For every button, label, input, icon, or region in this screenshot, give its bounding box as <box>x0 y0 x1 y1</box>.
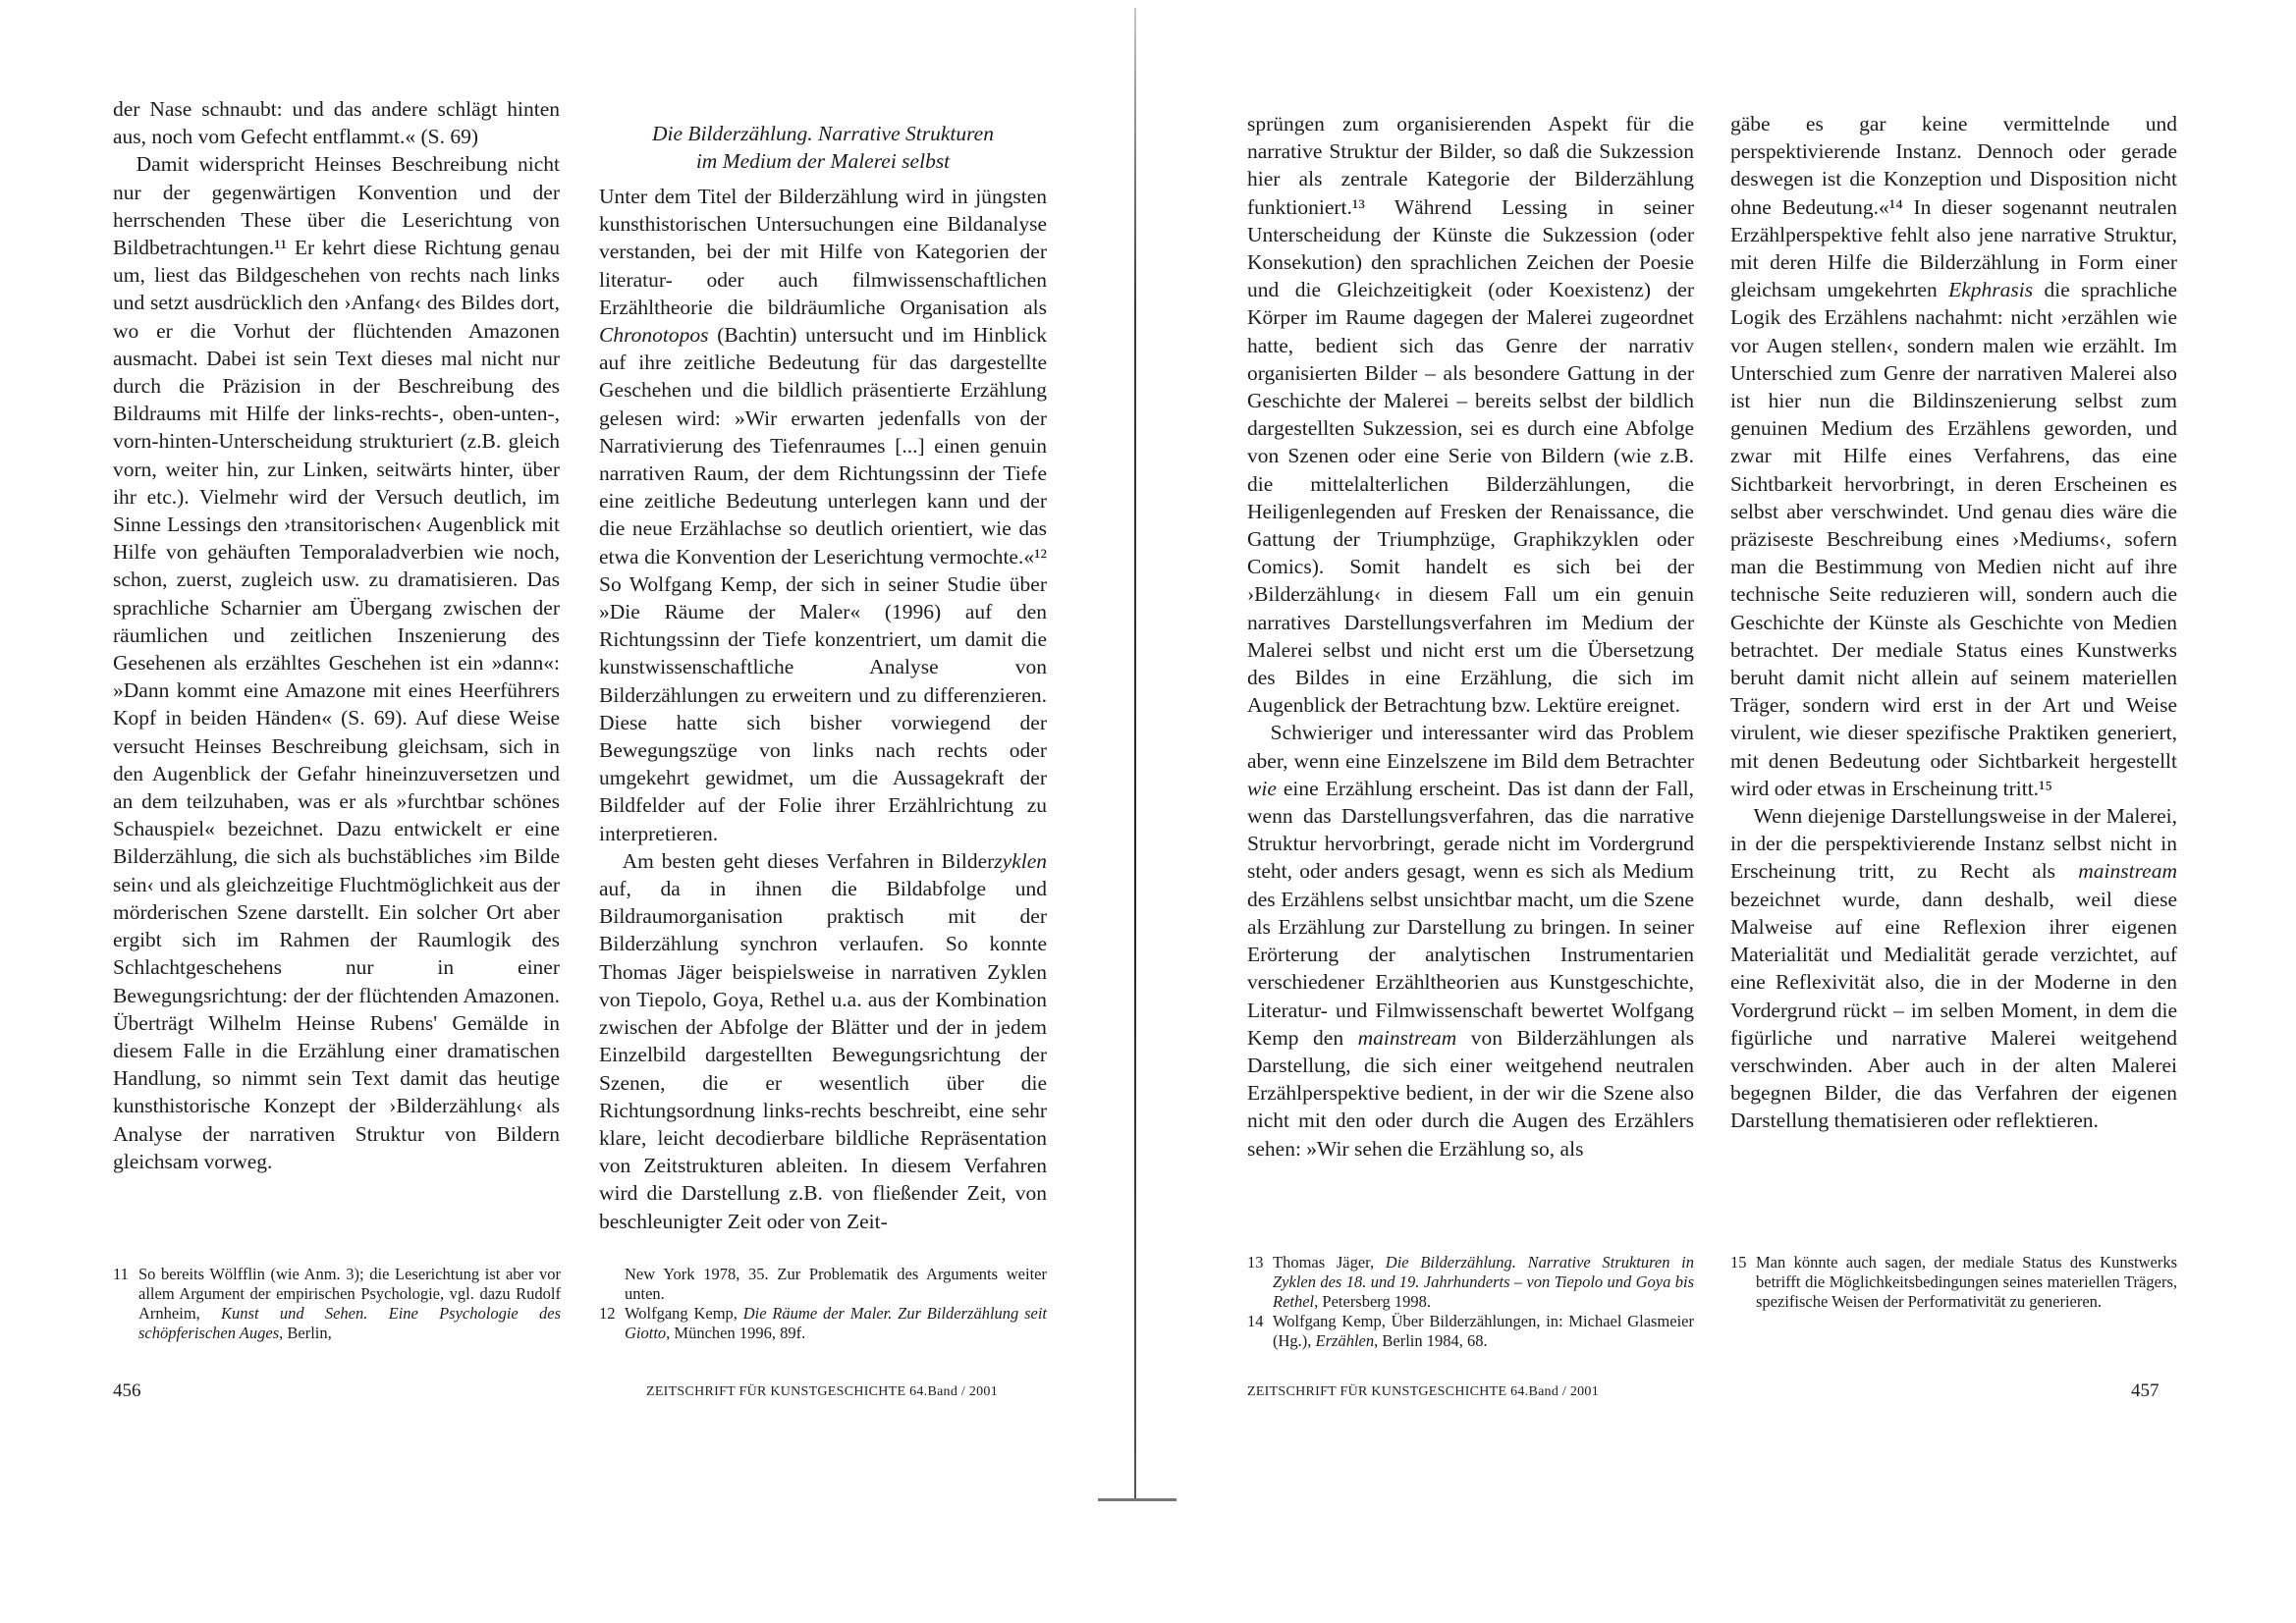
text-run: , Petersberg 1998. <box>1314 1292 1431 1311</box>
paragraph <box>1730 110 2177 802</box>
italic-term: zyklen <box>994 848 1047 873</box>
left-footnotes-column-2 <box>599 1265 1047 1343</box>
right-footnotes-column-1 <box>1247 1253 1694 1351</box>
book-gutter <box>1134 8 1136 1500</box>
paragraph: Damit widerspricht Heinses Beschreibung nicht nur der gegenwärtigen Konvention und der herrschenden These über die Leserichtung von Bildbetrachtungen.¹¹ Er kehrt diese Richtung genau um, liest das Bildgeschehen von rechts nach links und setzt ausdrücklich den ›Anfang‹ des Bildes dort, wo er die Vorhut der flüchtenden Amazonen ausmacht. Dabei ist sein Text dieses mal nicht nur durch die Präzision in der Beschreibung des Bildraums mit Hilfe der links-rechts-, oben-unten-, vorn-hinten-Unterscheidung strukturiert (z.B. gleich vorn, weiter hin, zur Linken, seitwärts hinter, über ihr etc.). Vielmehr wird der Versuch deutlich, im Sinne Lessings den ›transitorischen‹ Augenblick mit Hilfe von gehäuften Temporaladverbien wie noch, schon, zuerst, zugleich usw. zu dramatisieren. Das sprachliche Scharnier am Übergang zwischen der räumlichen und zeitlichen Inszenierung des Gesehenen als erzähltes Geschehen ist ein »dann«: »Dann kommt eine Amazone mit eines Heerführers Kopf in beiden Händen« (S. 69). Auf diese Weise versucht Heinses Beschreibung gleichsam, sich in den Augenblick der Gefahr hineinzuversetzen und an dem teilzuhaben, was er als »furchtbar schönes Schauspiel« bezeichnet. Dazu entwickelt er eine Bilderzählung, die sich als buchstäbliches ›im Bilde sein‹ und als gleichzeitige Fluchtmöglichkeit aus der mörderischen Szene darstellt. Ein solcher Ort aber ergibt sich im Rahmen der Raumlogik des Schlachtgeschehens nur in einer Bewegungsrichtung: der der flüchtenden Amazonen. Überträgt Wilhelm Heinse Rubens' Gemälde in diesem Falle in die Erzählung einer dramatischen Handlung, so nimmt sein Text damit das heutige kunsthistorische Konzept der ›Bilderzählung‹ als Analyse der narrativen Struktur von Bildern gleichsam vorweg. <box>113 152 560 1173</box>
italic-term: mainstream <box>2078 859 2177 884</box>
footnote-number: 11 <box>113 1265 129 1283</box>
left-page-column-1 <box>113 95 560 1175</box>
paragraph <box>1730 802 2177 1134</box>
text-run: eine Erzählung erscheint. Das ist dann der Fall, wenn das Darstellungsverfahren, das die narrative Struktur hervorbringt, gerade nicht im Vordergrund steht, oder anders gesagt, wenn es sich als Medium des Erzählens selbst unsichtbar macht, um die Szene als Erzählung zur Darstellung zu bringen. In seiner Erörterung der analytischen Instrumentarien verschiedener Erzähltheorien aus Kunstgeschichte, Literatur- und Filmwissenschaft bewertet Wolfgang Kemp den <box>1247 776 1694 1050</box>
italic-term: mainstream <box>1357 1025 1457 1050</box>
running-head: ZEITSCHRIFT FÜR KUNSTGESCHICHTE 64.Band / 2001 <box>1247 1384 1599 1399</box>
section-heading-line-2: im Medium der Malerei selbst <box>695 149 951 173</box>
text-run: New York 1978, 35. Zur Problematik des Arguments weiter unten. <box>625 1265 1047 1303</box>
section-heading <box>599 120 1047 175</box>
footnote-14 <box>1247 1312 1694 1351</box>
italic-term: wie <box>1247 776 1277 800</box>
text-run: So bereits Wölfflin (wie Anm. 3); die Leserichtung ist aber vor allem Argument der empirischen Psychologie, vgl. dazu Rudolf Arnheim, <box>138 1265 561 1323</box>
italic-title: Die Räume der Maler. Zur Bilderzählung seit Giotto <box>625 1304 1047 1342</box>
paragraph <box>599 847 1047 1235</box>
text-run: Am besten geht dieses Verfahren in Bilder <box>622 848 995 873</box>
footnote-number: 13 <box>1247 1253 1264 1271</box>
italic-title: Kunst und Sehen. Eine Psychologie des schöpferischen Auges <box>138 1304 562 1342</box>
italic-term: Chronotopos <box>599 323 709 348</box>
paragraph <box>599 183 1047 847</box>
text-run: Wolfgang Kemp, Über Bilderzählungen, in: Michael Glasmeier (Hg.), <box>1273 1312 1694 1350</box>
gutter-shadow <box>1098 1498 1176 1501</box>
footnote-number: 15 <box>1730 1253 1747 1271</box>
italic-title: Erzählen <box>1315 1331 1375 1350</box>
italic-term: Ekphrasis <box>1948 278 2034 302</box>
footnote-11 <box>113 1265 561 1343</box>
footnote-number: 14 <box>1247 1312 1264 1330</box>
text-run: die sprachliche Logik des Erzählens nachahmt: nicht ›erzählen wie vor Augen stellen‹, sondern malen wie erzählt. Im Unterschied zum Genre der narrativen Malerei also ist hier nun die Bildinszenierung selbst zum genuinen Medium des Erzählens geworden, und zwar mit Hilfe eines Verfahrens, das eine Sichtbarkeit hervorbringt, in deren Erscheinen es selbst aber verschwindet. Und genau dies wäre die präziseste Beschreibung eines ›Mediums‹, sofern man die Bestimmung von Medien nicht auf ihre technische Seite reduzieren will, sondern auch die Geschichte der Künste als Geschichte von Medien betrachtet. Der mediale Status eines Kunstwerks beruht damit nicht allein auf seinem materiellen Träger, sondern wird erst in der Art und Weise virulent, wie dieser spezifische Praktiken generiert, mit denen Bedeutung oder Sichtbarkeit hergestellt wird oder etwas in Erscheinung tritt.¹⁵ <box>1730 278 2177 800</box>
running-head: ZEITSCHRIFT FÜR KUNSTGESCHICHTE 64.Band / 2001 <box>646 1384 998 1399</box>
text-run: , Berlin 1984, 68. <box>1374 1331 1488 1350</box>
text-run: gäbe es gar keine vermittelnde und perspektivierende Instanz. Dennoch oder gerade deswegen ist die Konzeption und Disposition nicht ohne Bedeutung.«¹⁴ In dieser sogenannt neutralen Erzählperspektive fehlt also jene narrative Struktur, mit deren Hilfe die Bilderzählung in Form einer gleichsam umgekehrten <box>1730 112 2177 302</box>
footnote-11-continued <box>599 1265 1047 1304</box>
footnote-number: 12 <box>599 1304 616 1323</box>
page-number: 456 <box>113 1380 141 1401</box>
footnote-13 <box>1247 1253 1694 1312</box>
right-page-column-2 <box>1730 110 2177 1135</box>
text-run: , Berlin, <box>279 1324 332 1342</box>
text-run: , München 1996, 89f. <box>666 1324 806 1342</box>
text-run: Wenn diejenige Darstellungsweise in der Malerei, in der die perspektivierende Instanz selbst nicht in Erscheinung tritt, zu Recht als <box>1730 804 2177 884</box>
footnote-15 <box>1730 1253 2177 1312</box>
text-run: Schwieriger und interessanter wird das Problem aber, wenn eine Einzelszene im Bild dem Betrachter <box>1247 721 1694 773</box>
section-heading-line-1: Die Bilderzählung. Narrative Strukturen <box>652 122 994 145</box>
paragraph: sprüngen zum organisierenden Aspekt für die narrative Struktur der Bilder, so daß die Sukzession hier als zentrale Kategorie der Bilderzählung funktioniert.¹³ Während Lessing in seiner Unterscheidung der Künste die Sukzession (oder Konsekution) den sprachlichen Zeichen der Poesie und die Gleichzeitigkeit (oder Koexistenz) der Körper im Raume dagegen der Malerei zugeordnet hatte, bedient sich das Genre der narrativ organisierten Bilder – als besondere Gattung in der Geschichte der Malerei – bereits selbst der bildlich dargestellten Sukzession, sei es durch eine Abfolge von Szenen oder eine Serie von Bildern (wie z.B. die mittelalterlichen Bilderzählungen, die Heiligenlegenden auf Fresken der Renaissance, die Gattung der Triumphzüge, Graphikzyklen oder Comics). Somit handelt es sich bei der ›Bilderzählung‹ in diesem Fall um ein genuin narratives Darstellungsverfahren im Medium der Malerei selbst und nicht erst um die Übersetzung des Bildes in eine Erzählung, die sich im Augenblick der Betrachtung bzw. Lektüre ereignet. <box>1247 112 1694 718</box>
text-run: Thomas Jäger, <box>1273 1253 1386 1271</box>
right-page-column-1 <box>1247 110 1694 1163</box>
text-run: Wolfgang Kemp, <box>625 1304 743 1323</box>
footnote-12 <box>599 1304 1047 1343</box>
text-run: auf, da in ihnen die Bildabfolge und Bildraumorganisation praktisch mit der Bilderzählung synchron verlaufen. So konnte Thomas Jäger beispielsweise in narrativen Zyklen von Tiepolo, Goya, Rethel u.a. aus der Kombination zwischen der Abfolge der Blätter und der in jedem Einzelbild dargestellten Bewegungsrichtung der Szenen, die er wesentlich über die Richtungsordnung links-rechts beschreibt, eine sehr klare, leicht decodierbare bildliche Repräsentation von Zeitstrukturen ableiten. In diesem Verfahren wird die Darstellung z.B. von fließender Zeit, von beschleunigter Zeit oder von Zeit- <box>599 877 1047 1233</box>
page-number: 457 <box>2131 1380 2159 1401</box>
text-run: Unter dem Titel der Bilderzählung wird in jüngsten kunsthistorischen Untersuchungen eine Bildanalyse verstanden, bei der mit Hilfe von Kategorien der literatur- oder auch filmwissenschaftlichen Erzähltheorie die bildräumliche Organisation als <box>599 185 1047 319</box>
left-page-column-2 <box>599 120 1047 1235</box>
paragraph: der Nase schnaubt: und das andere schlägt hinten aus, noch vom Gefecht entflammt.« (S. 69) <box>113 97 560 149</box>
text-run: Man könnte auch sagen, der mediale Status des Kunstwerks betrifft die Möglichkeitsbedingungen seines materiellen Trägers, spezifische Weisen der Performativität zu generieren. <box>1756 1253 2177 1311</box>
italic-title: Die Bilderzählung. Narrative Strukturen in Zyklen des 18. und 19. Jahrhunderts – von Tiepolo und Goya bis Rethel <box>1273 1253 1694 1311</box>
text-run: bezeichnet wurde, dann deshalb, weil diese Malweise auf eine Reflexion ihrer eigenen Materialität und Medialität gerade verzichtet, auf eine Reflexivität also, die in der Moderne in den Vordergrund rückt – im selben Moment, in dem die figürliche und narrative Malerei weitgehend verschwinden. Aber auch in der alten Malerei begegnen Bilder, die das Verfahren der eigenen Darstellung thematisieren oder reflektieren. <box>1730 887 2177 1133</box>
paragraph <box>1247 719 1694 1162</box>
text-run: von Bilderzählungen als Darstellung, die sich einer weitgehend neutralen Erzählperspektive bedient, in der wir die Szene also nicht mit den oder durch die Augen des Erzählers sehen: »Wir sehen die Erzählung so, als <box>1247 1025 1694 1161</box>
text-run: (Bachtin) untersucht und im Hinblick auf ihre zeitliche Bedeutung für das dargestellte Geschehen und die bildlich präsentierte Erzählung gelesen wird: »Wir erwarten jedenfalls von der Narrativierung des Tiefenraumes [...] einen genuin narrativen Raum, der dem Richtungssinn der Tiefe eine zeitliche Bedeutung unterlegen kann und der die neue Erzählachse so deutlich orientiert, wie das etwa die Konvention der Leserichtung vermochte.«¹² So Wolfgang Kemp, der sich in seiner Studie über »Die Räume der Maler« (1996) auf den Richtungssinn der Tiefe konzentriert, um damit die kunstwissenschaftliche Analyse von Bilderzählungen zu erweitern und zu differenzieren. Diese hatte sich bisher vorwiegend der Bewegungszüge von links nach rechts oder umgekehrt gewidmet, um die Aussagekraft der Bildfelder auf der Folie ihrer Erzählrichtung zu interpretieren. <box>599 323 1047 845</box>
